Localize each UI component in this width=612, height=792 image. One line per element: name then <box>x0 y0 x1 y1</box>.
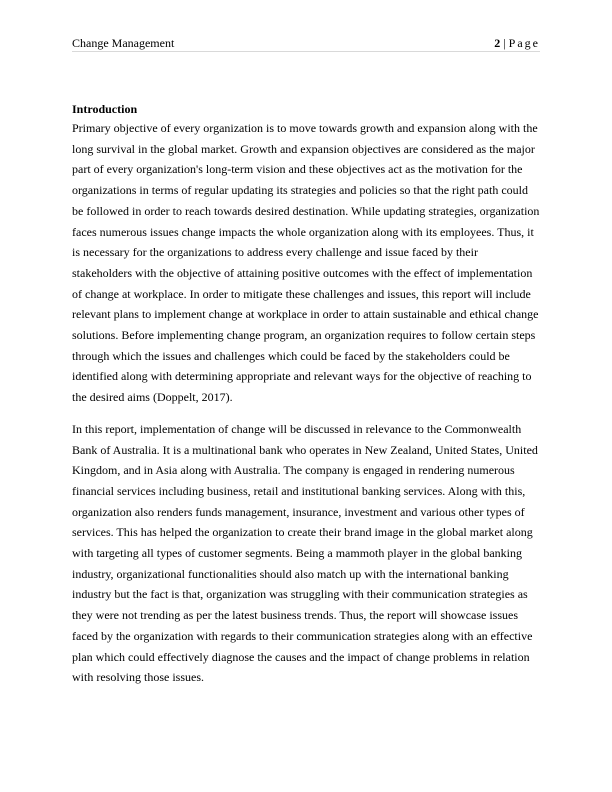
paragraph-line: the desired aims (Doppelt, 2017). <box>72 390 233 405</box>
paragraph-line: stakeholders with the objective of attaining positive outcomes with the effect of implementation <box>72 265 533 280</box>
page-label: Page <box>508 36 540 50</box>
paragraph-line: In this report, implementation of change will be discussed in relevance to the Commonwealth <box>72 421 522 436</box>
page-header <box>72 35 540 52</box>
section-heading: Introduction <box>72 102 138 116</box>
paragraph-1 <box>72 118 540 408</box>
paragraph-line: of change at workplace. In order to mitigate these challenges and issues, this report will include <box>72 286 531 301</box>
paragraph-line: is necessary for the organizations to address every challenge and issue faced by their <box>72 245 478 260</box>
paragraph-line: services. This has helped the organization to create their brand image in the global market along <box>72 525 533 540</box>
paragraph-line: Primary objective of every organization is to move towards growth and expansion along with the <box>72 121 538 135</box>
paragraph-line: plan which could effectively diagnose the causes and the impact of change problems in relation <box>72 649 530 664</box>
paragraph-line: faces numerous issues change impacts the whole organization along with its employees. Thus, it <box>72 224 534 239</box>
paragraph-line: financial services including business, retail and institutional banking services. Along with this, <box>72 483 526 498</box>
paragraph-line: organizations in terms of regular updating its strategies and policies so that the right path could <box>72 183 529 198</box>
page-separator: | <box>503 36 506 50</box>
paragraph-line: Bank of Australia. It is a multinational bank who operates in New Zealand, United States, United <box>72 442 538 457</box>
paragraph-line: through which the issues and challenges which could be faced by the stakeholders could be <box>72 348 510 363</box>
paragraph-line: part of every organization's long-term vision and these objectives act as the motivation for the <box>72 162 523 177</box>
paragraph-line: relevant plans to implement change at workplace in order to attain sustainable and ethical change <box>72 307 539 322</box>
paragraph-line: industry, organizational functionalities should also match up with the international banking <box>72 566 509 581</box>
paragraph-line: solutions. Before implementing change program, an organization requires to follow certain steps <box>72 328 536 343</box>
document-body <box>72 100 540 688</box>
paragraph-line: be followed in order to reach towards desired destination. While updating strategies, organization <box>72 203 540 218</box>
paragraph-line: they were not trending as per the latest business trends. Thus, the report will showcase issues <box>72 608 519 623</box>
header-page-indicator <box>494 35 540 51</box>
paragraph-line: long survival in the global market. Growth and expansion objectives are considered as the major <box>72 141 535 156</box>
paragraph-line: industry but the fact is that, organization was struggling with their communication strategies as <box>72 587 528 602</box>
paragraph-line: identified along with determining appropriate and relevant ways for the objective of reaching to <box>72 369 532 384</box>
page-number: 2 <box>494 36 501 50</box>
paragraph-2 <box>72 419 540 688</box>
paragraph-line: with resolving those issues. <box>72 670 204 685</box>
paragraph-line: organization also renders funds management, insurance, investment and various other types of <box>72 504 525 519</box>
paragraph-line: with targeting all types of customer segments. Being a mammoth player in the global banking <box>72 546 523 561</box>
paragraph-line: Kingdom, and in Asia along with Australia. The company is engaged in rendering numerous <box>72 463 515 478</box>
paragraph-line: faced by the organization with regards to their communication strategies along with an effective <box>72 628 533 643</box>
header-title: Change Management <box>72 36 175 50</box>
